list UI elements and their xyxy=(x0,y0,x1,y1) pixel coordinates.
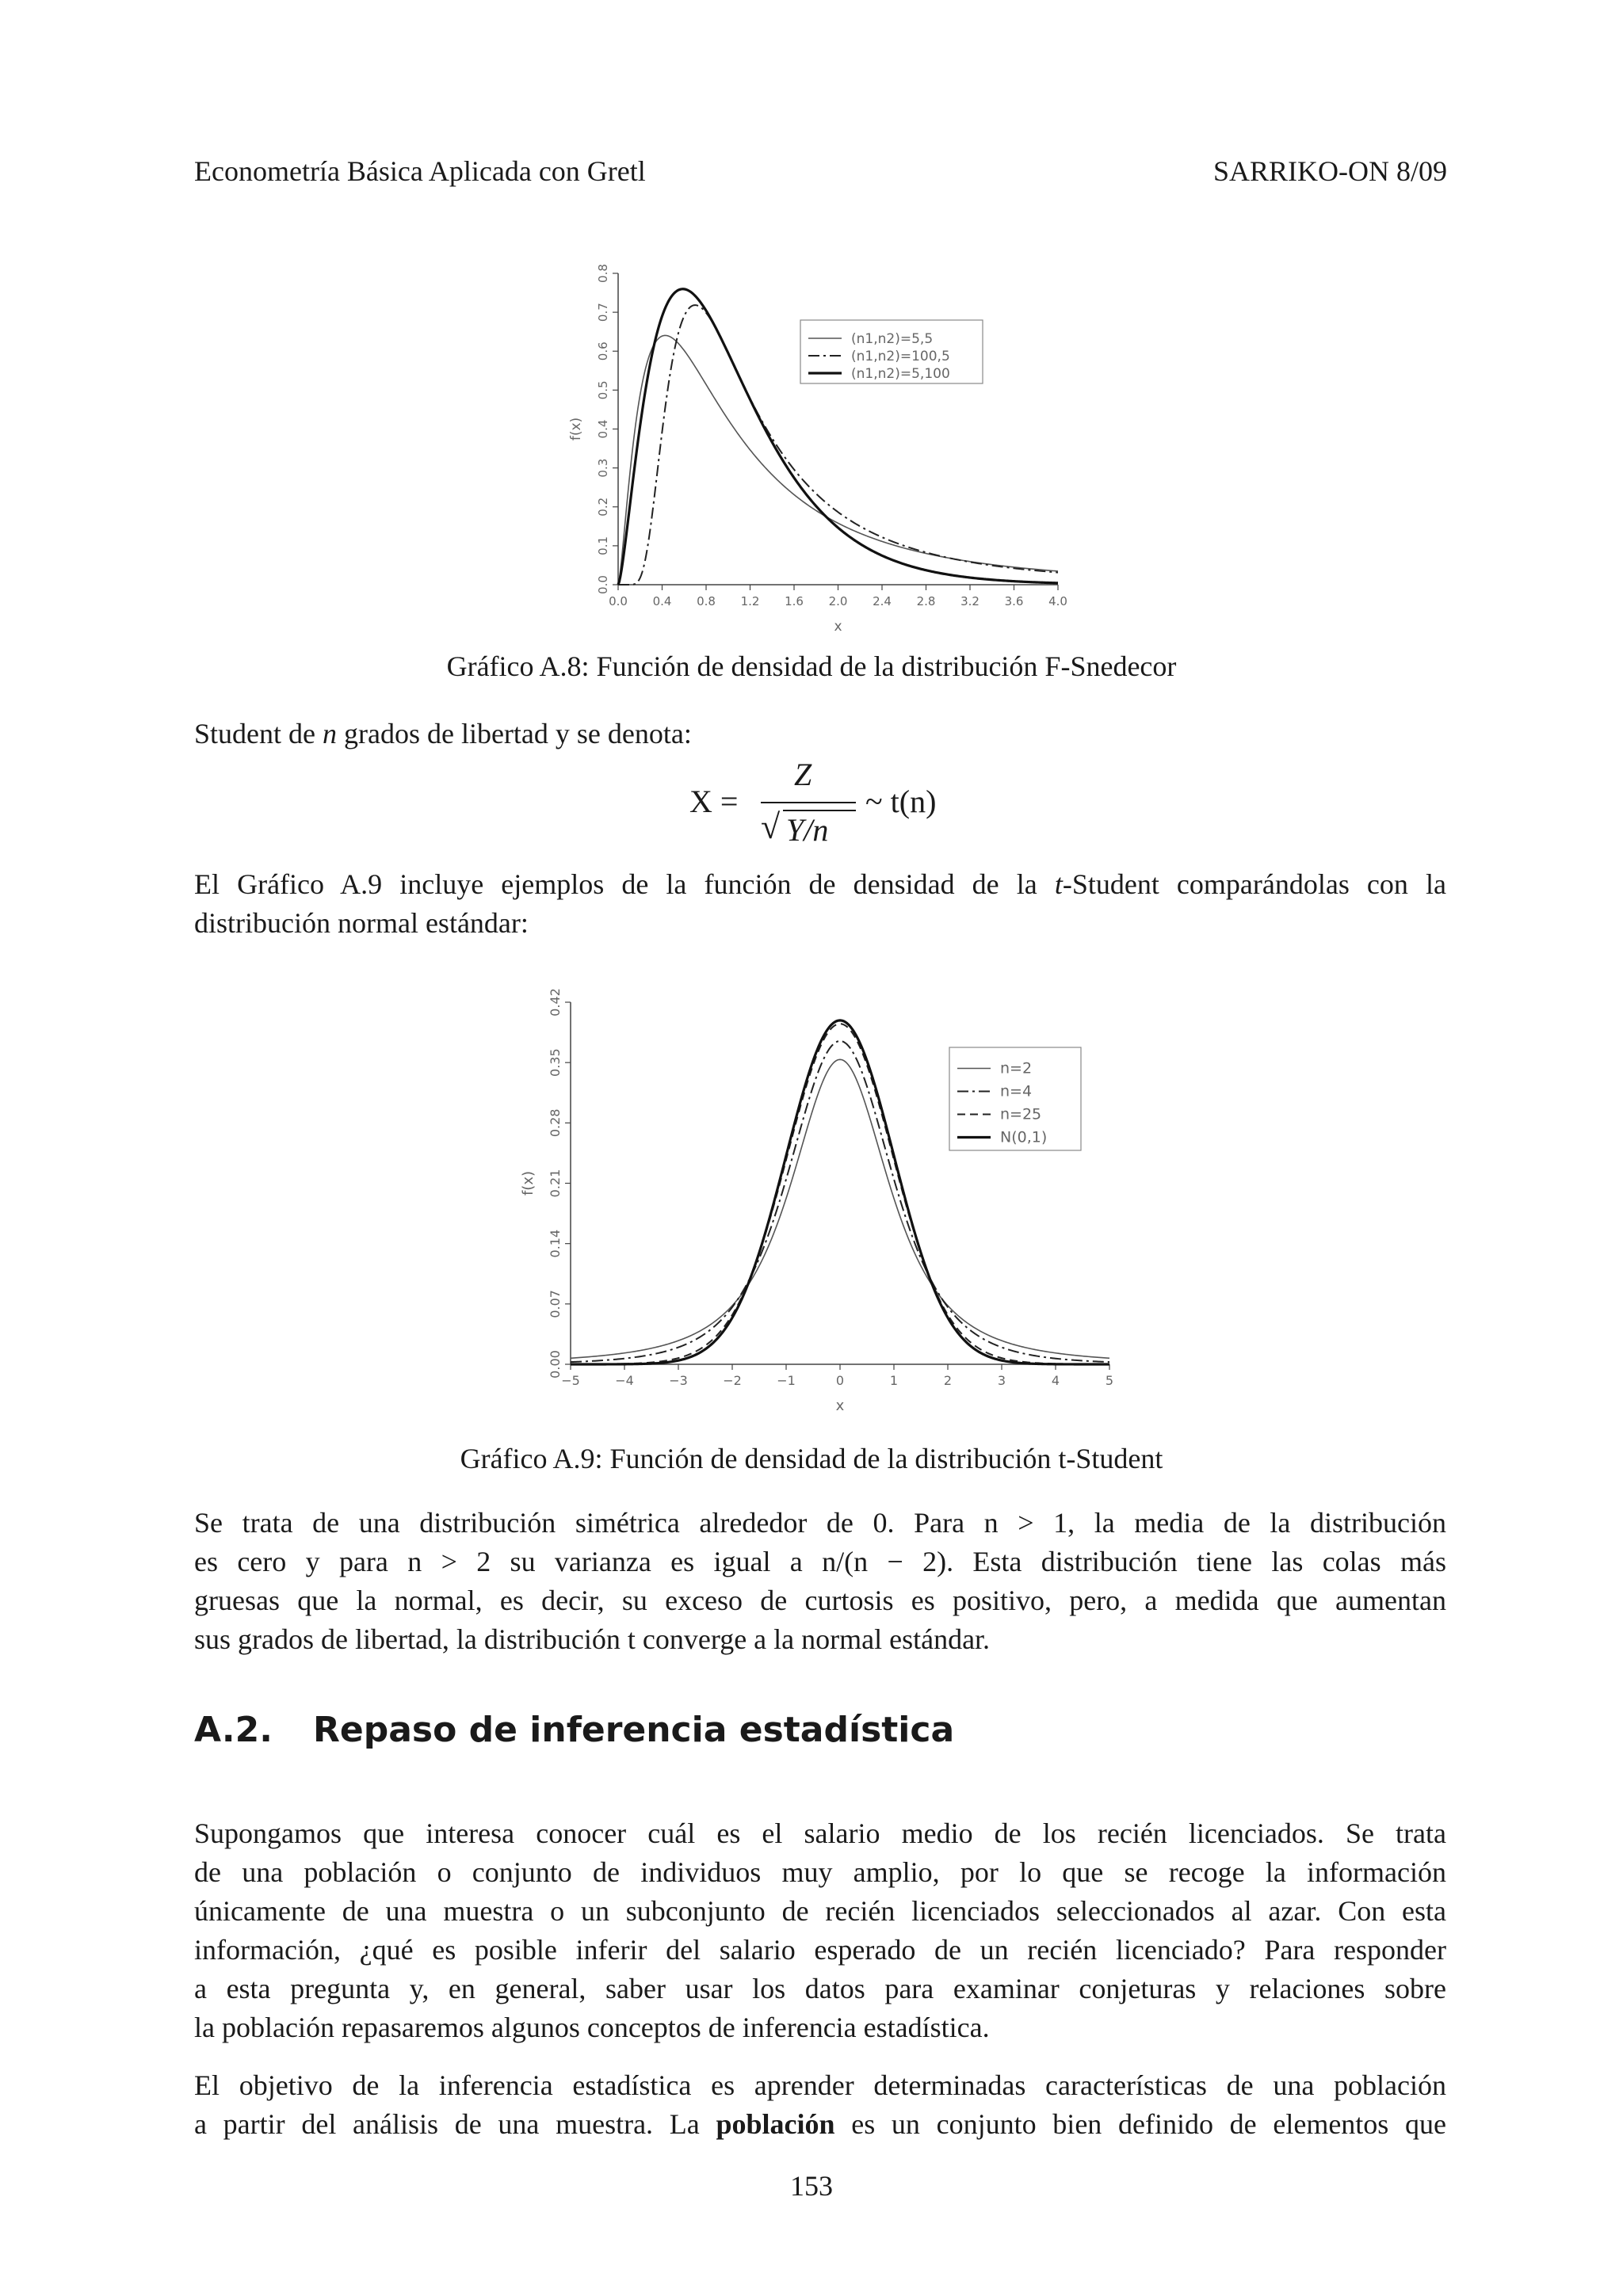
x-tick-label: −4 xyxy=(615,1373,634,1388)
page-number: 153 xyxy=(790,2170,833,2202)
para2-line1-b: -Student comparándolas con la xyxy=(1062,868,1446,900)
student-intro-var: n xyxy=(322,718,337,749)
paragraph-line: la población repasaremos algunos conceptos de inferencia estadística. xyxy=(194,2012,990,2043)
formula-numerator: Z xyxy=(794,757,812,792)
x-tick-label: 3.6 xyxy=(1004,594,1024,608)
y-tick-label: 0.8 xyxy=(596,264,610,283)
para2-line1-var: t xyxy=(1054,868,1063,900)
y-tick-label: 0.4 xyxy=(596,419,610,439)
y-tick-label: 0.07 xyxy=(548,1290,563,1318)
y-tick-label: 0.0 xyxy=(596,575,610,594)
formula-denominator: Y/n xyxy=(786,812,829,848)
x-tick-label: 1.2 xyxy=(740,594,760,608)
y-tick-label: 0.5 xyxy=(596,380,610,400)
figure-a9-chart xyxy=(491,974,1125,1426)
paragraph-line: es cero y para n > 2 su varianza es igual a n/(n − 2). Esta distribución tiene las colas más xyxy=(194,1546,1446,1577)
y-tick-label: 0.3 xyxy=(596,458,610,478)
x-tick-label: 2.8 xyxy=(916,594,936,608)
para5-line2-c: es un conjunto bien definido de elementos que xyxy=(851,2108,1446,2140)
y-tick-label: 0.42 xyxy=(548,988,563,1016)
x-tick-label: 3 xyxy=(997,1373,1006,1388)
student-intro-start: Student de xyxy=(194,718,315,749)
y-axis-label: f(x) xyxy=(568,417,584,441)
y-tick-label: 0.28 xyxy=(548,1108,563,1138)
x-tick-label: 2 xyxy=(943,1373,953,1388)
x-tick-label: 3.2 xyxy=(960,594,980,608)
x-tick-label: 2.0 xyxy=(828,594,848,608)
y-tick-label: 0.7 xyxy=(596,303,610,322)
x-tick-label: 0.0 xyxy=(609,594,628,608)
x-tick-label: −5 xyxy=(561,1373,580,1388)
formula-fraction-bar xyxy=(761,802,856,803)
paragraph-line: información, ¿qué es posible inferir del salario esperado de un recién licenciado? Para responder xyxy=(194,1934,1446,1966)
x-tick-label: 4 xyxy=(1051,1373,1060,1388)
section-title: Repaso de inferencia estadística xyxy=(313,1710,955,1750)
para5-line2-a: a partir del análisis de una muestra. La xyxy=(194,2108,700,2140)
paragraph-line: de una población o conjunto de individuos muy amplio, por lo que se recoge la información xyxy=(194,1856,1446,1888)
x-tick-label: −3 xyxy=(669,1373,688,1388)
paragraph-line: Se trata de una distribución simétrica alrededor de 0. Para n > 1, la media de la distribución xyxy=(194,1507,1446,1539)
x-tick-label: 0.8 xyxy=(697,594,716,608)
formula-lhs: X = xyxy=(689,784,739,819)
x-tick-label: 0.4 xyxy=(652,594,672,608)
formula-rhs: ~ t(n) xyxy=(865,784,937,819)
x-axis-label: x xyxy=(834,619,842,634)
formula-sqrt-sign: √ xyxy=(761,807,781,846)
legend-label: n=25 xyxy=(1000,1105,1042,1123)
y-tick-label: 0.00 xyxy=(548,1350,563,1379)
x-tick-label: 5 xyxy=(1105,1373,1114,1388)
x-tick-label: −2 xyxy=(723,1373,742,1388)
y-axis-label: f(x) xyxy=(520,1170,537,1196)
figure-a8-caption: Gráfico A.8: Función de densidad de la distribución F-Snedecor xyxy=(446,650,1177,682)
y-tick-label: 0.14 xyxy=(548,1229,563,1258)
legend-label: N(0,1) xyxy=(1000,1128,1048,1146)
paragraph-line: únicamente de una muestra o un subconjunto de recién licenciados seleccionados al azar. Con esta xyxy=(194,1895,1446,1927)
y-tick-label: 0.2 xyxy=(596,497,610,517)
para5-line2-bold: población xyxy=(716,2108,835,2140)
x-tick-label: 2.4 xyxy=(873,594,892,608)
paragraph-inference-intro xyxy=(194,1814,1446,2047)
y-tick-label: 0.1 xyxy=(596,536,610,555)
paragraph-line xyxy=(194,2105,1446,2144)
paragraph-line: gruesas que la normal, es decir, su exceso de curtosis es positivo, pero, a medida que aumentan xyxy=(194,1585,1446,1616)
paragraph-line: distribución normal estándar: xyxy=(194,907,529,939)
x-axis-label: x xyxy=(835,1398,845,1414)
paragraph-t-properties xyxy=(194,1504,1446,1659)
running-header-series: SARRIKO-ON 8/09 xyxy=(1212,155,1447,187)
y-tick-label: 0.6 xyxy=(596,341,610,361)
paragraph-line: El objetivo de la inferencia estadística es aprender determinadas características de una población xyxy=(194,2069,1446,2101)
legend-label: n=2 xyxy=(1000,1059,1033,1077)
legend-label: n=4 xyxy=(1000,1082,1033,1100)
section-heading xyxy=(194,1710,954,1750)
x-tick-label: 4.0 xyxy=(1048,594,1067,608)
paragraph-line: a esta pregunta y, en general, saber usar los datos para examinar conjeturas y relaciones sobre xyxy=(194,1973,1446,2004)
paragraph-line: sus grados de libertad, la distribución t converge a la normal estándar. xyxy=(194,1623,991,1655)
x-tick-label: 1 xyxy=(889,1373,899,1388)
x-tick-label: −1 xyxy=(777,1373,796,1388)
paragraph-line: Supongamos que interesa conocer cuál es el salario medio de los recién licenciados. Se trata xyxy=(194,1817,1446,1849)
x-tick-label: 0 xyxy=(835,1373,845,1388)
student-intro-text xyxy=(194,717,692,750)
running-header-title: Econometría Básica Aplicada con Gretl xyxy=(194,155,646,187)
paragraph-inference-objective xyxy=(194,2066,1446,2144)
section-number: A.2. xyxy=(194,1710,273,1750)
legend-label: (n1,n2)=5,5 xyxy=(851,331,934,347)
figure-a9-caption: Gráfico A.9: Función de densidad de la distribución t-Student xyxy=(460,1443,1163,1474)
t-student-formula xyxy=(689,757,959,864)
figure-a8-chart xyxy=(555,254,1094,634)
paragraph-line xyxy=(194,865,1446,904)
y-tick-label: 0.21 xyxy=(548,1169,563,1198)
legend-label: (n1,n2)=100,5 xyxy=(851,349,950,364)
para2-line1-a: El Gráfico A.9 incluye ejemplos de la función de densidad de la xyxy=(194,868,1037,900)
x-tick-label: 1.6 xyxy=(785,594,804,608)
paragraph-figure-a9-intro xyxy=(194,865,1446,943)
student-intro-rest: grados de libertad y se denota: xyxy=(343,718,692,749)
legend-label: (n1,n2)=5,100 xyxy=(851,366,950,382)
y-tick-label: 0.35 xyxy=(548,1048,563,1077)
